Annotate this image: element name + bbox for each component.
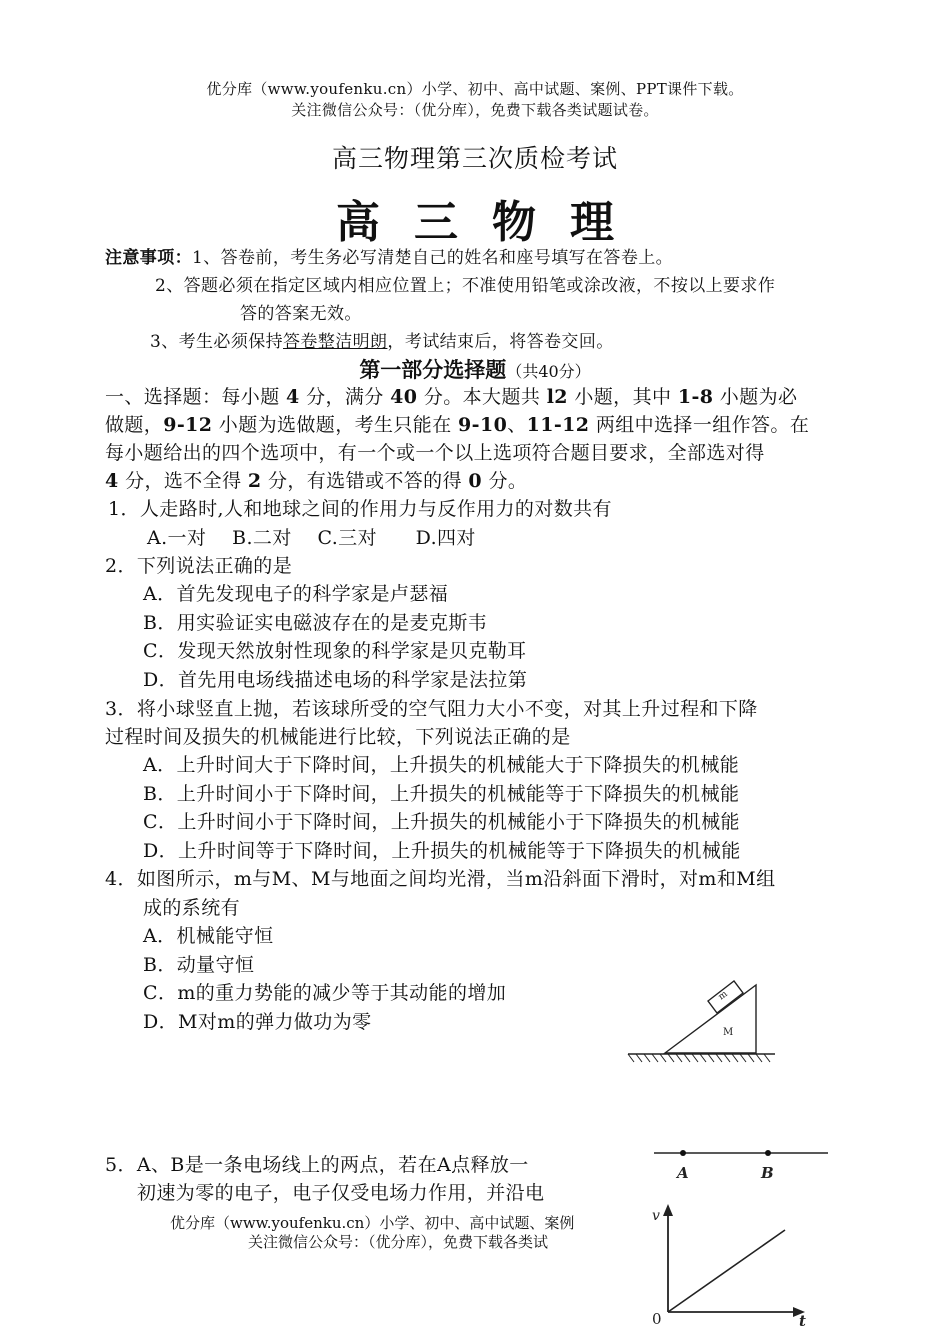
- instr-num: 11-12: [526, 414, 590, 436]
- instr-text: 小题为选做题，考生只能在: [212, 414, 459, 436]
- q3-option-c: C．上升时间小于下降时间，上升损失的机械能小于下降损失的机械能: [143, 811, 740, 833]
- notes-item3-underlined: 答卷整洁明朗: [283, 332, 388, 352]
- instr-text: 分，有选错或不答的得: [261, 470, 469, 492]
- incline-figure: [620, 975, 780, 1070]
- exam-title: 高三物理第三次质检考试: [331, 144, 618, 173]
- notes-item2-line2: 答的答案无效。: [240, 304, 362, 324]
- part1-title: [0, 354, 950, 384]
- instr-text: 分。: [482, 470, 528, 492]
- q1-options: A.一对 B.二对 C.三对 D.四对: [147, 527, 476, 549]
- q4-option-b: B．动量守恒: [143, 954, 255, 976]
- q3-option-d: D．上升时间等于下降时间，上升损失的机械能等于下降损失的机械能: [143, 840, 741, 862]
- site-header-line2: 关注微信公众号：（优分库），免费下载各类试题试卷。: [291, 101, 659, 119]
- point-b: [765, 1150, 771, 1156]
- point-b-label: B: [761, 1164, 774, 1182]
- instr-text: 两组中选择一组作答。在: [589, 414, 810, 436]
- instr-text: 小题为必: [713, 386, 798, 408]
- q3-stem-line1: 3．将小球竖直上抛，若该球所受的空气阻力大小不变，对其上升过程和下降: [105, 698, 758, 720]
- wedge-M-label: M: [723, 1027, 734, 1038]
- t-axis-label: t: [799, 1312, 806, 1330]
- site-footer-line2: 关注微信公众号：（优分库），免费下载各类试: [248, 1233, 549, 1251]
- q4-stem-line2: 成的系统有: [143, 897, 241, 919]
- q5-stem-line2: 初速为零的电子，电子仅受电场力作用，并沿电: [137, 1182, 545, 1204]
- point-a: [680, 1150, 686, 1156]
- instr-num: 0: [468, 470, 483, 492]
- instr-num: 9-12: [163, 414, 213, 436]
- notes-label: 注意事项：: [105, 248, 192, 268]
- instr-num: 4: [105, 470, 119, 492]
- notes-item3-post: ，考试结束后，将答卷交回。: [387, 332, 614, 352]
- v-axis-label: v: [652, 1208, 660, 1224]
- instr-num: l2: [546, 386, 568, 408]
- q2-option-c: C．发现天然放射性现象的科学家是贝克勒耳: [143, 640, 527, 662]
- ground-hatching: [628, 1054, 770, 1062]
- q4-option-d: D．M对m的弹力做功为零: [143, 1011, 372, 1033]
- instructions-line3: 每小题给出的四个选项中，有一个或一个以上选项符合题目要求，全部选对得: [105, 442, 765, 464]
- instr-text: 分，满分: [299, 386, 391, 408]
- q4-stem-line1: 4．如图所示，m与M、M与地面之间均光滑，当m沿斜面下滑时，对m和M组: [105, 868, 776, 890]
- instr-text: 做题，: [105, 414, 164, 436]
- q1-stem: 1．人走路时,人和地球之间的作用力与反作用力的对数共有: [108, 498, 612, 520]
- notes-line1: [105, 243, 673, 268]
- notes-item1: 1、答卷前，考生务必写清楚自己的姓名和座号填写在答卷上。: [192, 248, 674, 268]
- field-line-figure: [650, 1140, 835, 1185]
- q4-option-a: A．机械能守恒: [143, 925, 274, 947]
- block-m-label: m: [716, 989, 730, 1003]
- notes-item3-pre: 3、考生必须保持: [150, 332, 284, 352]
- q2-stem: 2．下列说法正确的是: [105, 555, 293, 577]
- q4-option-c: C．m的重力势能的减少等于其动能的增加: [143, 982, 507, 1004]
- instr-text: 分，选不全得: [118, 470, 248, 492]
- v-t-line: [668, 1230, 785, 1312]
- part1-score: （共40分）: [506, 362, 591, 381]
- q2-option-b: B．用实验证实电磁波存在的是麦克斯韦: [143, 612, 488, 634]
- velocity-time-graph: [645, 1200, 820, 1330]
- site-header-line1: 优分库（www.youfenku.cn）小学、初中、高中试题、案例、PPT课件下载。: [206, 80, 744, 98]
- instructions-line2: [105, 410, 809, 437]
- v-axis-arrow: [663, 1204, 673, 1216]
- origin-label: 0: [652, 1310, 662, 1328]
- part1-title-text: 第一部分选择题: [359, 358, 507, 382]
- q5-stem-line1: 5．A、B是一条电场线上的两点，若在A点释放一: [105, 1154, 529, 1176]
- site-footer-line1: 优分库（www.youfenku.cn）小学、初中、高中试题、案例: [170, 1214, 575, 1232]
- wedge-M: [665, 985, 756, 1053]
- point-a-label: A: [677, 1164, 689, 1182]
- main-title: 高三物理: [336, 197, 648, 248]
- instr-num: 2: [247, 470, 262, 492]
- instr-num: 9-10: [458, 414, 508, 436]
- q3-stem-line2: 过程时间及损失的机械能进行比较，下列说法正确的是: [105, 726, 571, 748]
- q3-option-a: A．上升时间大于下降时间，上升损失的机械能大于下降损失的机械能: [143, 754, 740, 776]
- notes-item2-line1: 2、答题必须在指定区域内相应位置上；不准使用铅笔或涂改液，不按以上要求作: [155, 276, 776, 296]
- instr-num: 4: [286, 386, 300, 408]
- instructions-line4: [105, 466, 527, 493]
- instr-num: 1-8: [677, 386, 714, 408]
- instr-text: 、: [507, 414, 527, 436]
- q2-option-a: A．首先发现电子的科学家是卢瑟福: [143, 583, 449, 605]
- q2-option-d: D．首先用电场线描述电场的科学家是法拉第: [143, 669, 528, 691]
- instr-text: 分。本大题共: [417, 386, 547, 408]
- instr-text: 小题，其中: [567, 386, 678, 408]
- instr-num: 40: [390, 386, 418, 408]
- instr-text: 一、选择题：每小题: [105, 386, 287, 408]
- notes-item3: [150, 327, 614, 352]
- q3-option-b: B．上升时间小于下降时间，上升损失的机械能等于下降损失的机械能: [143, 783, 740, 805]
- instructions-line1: [105, 382, 797, 409]
